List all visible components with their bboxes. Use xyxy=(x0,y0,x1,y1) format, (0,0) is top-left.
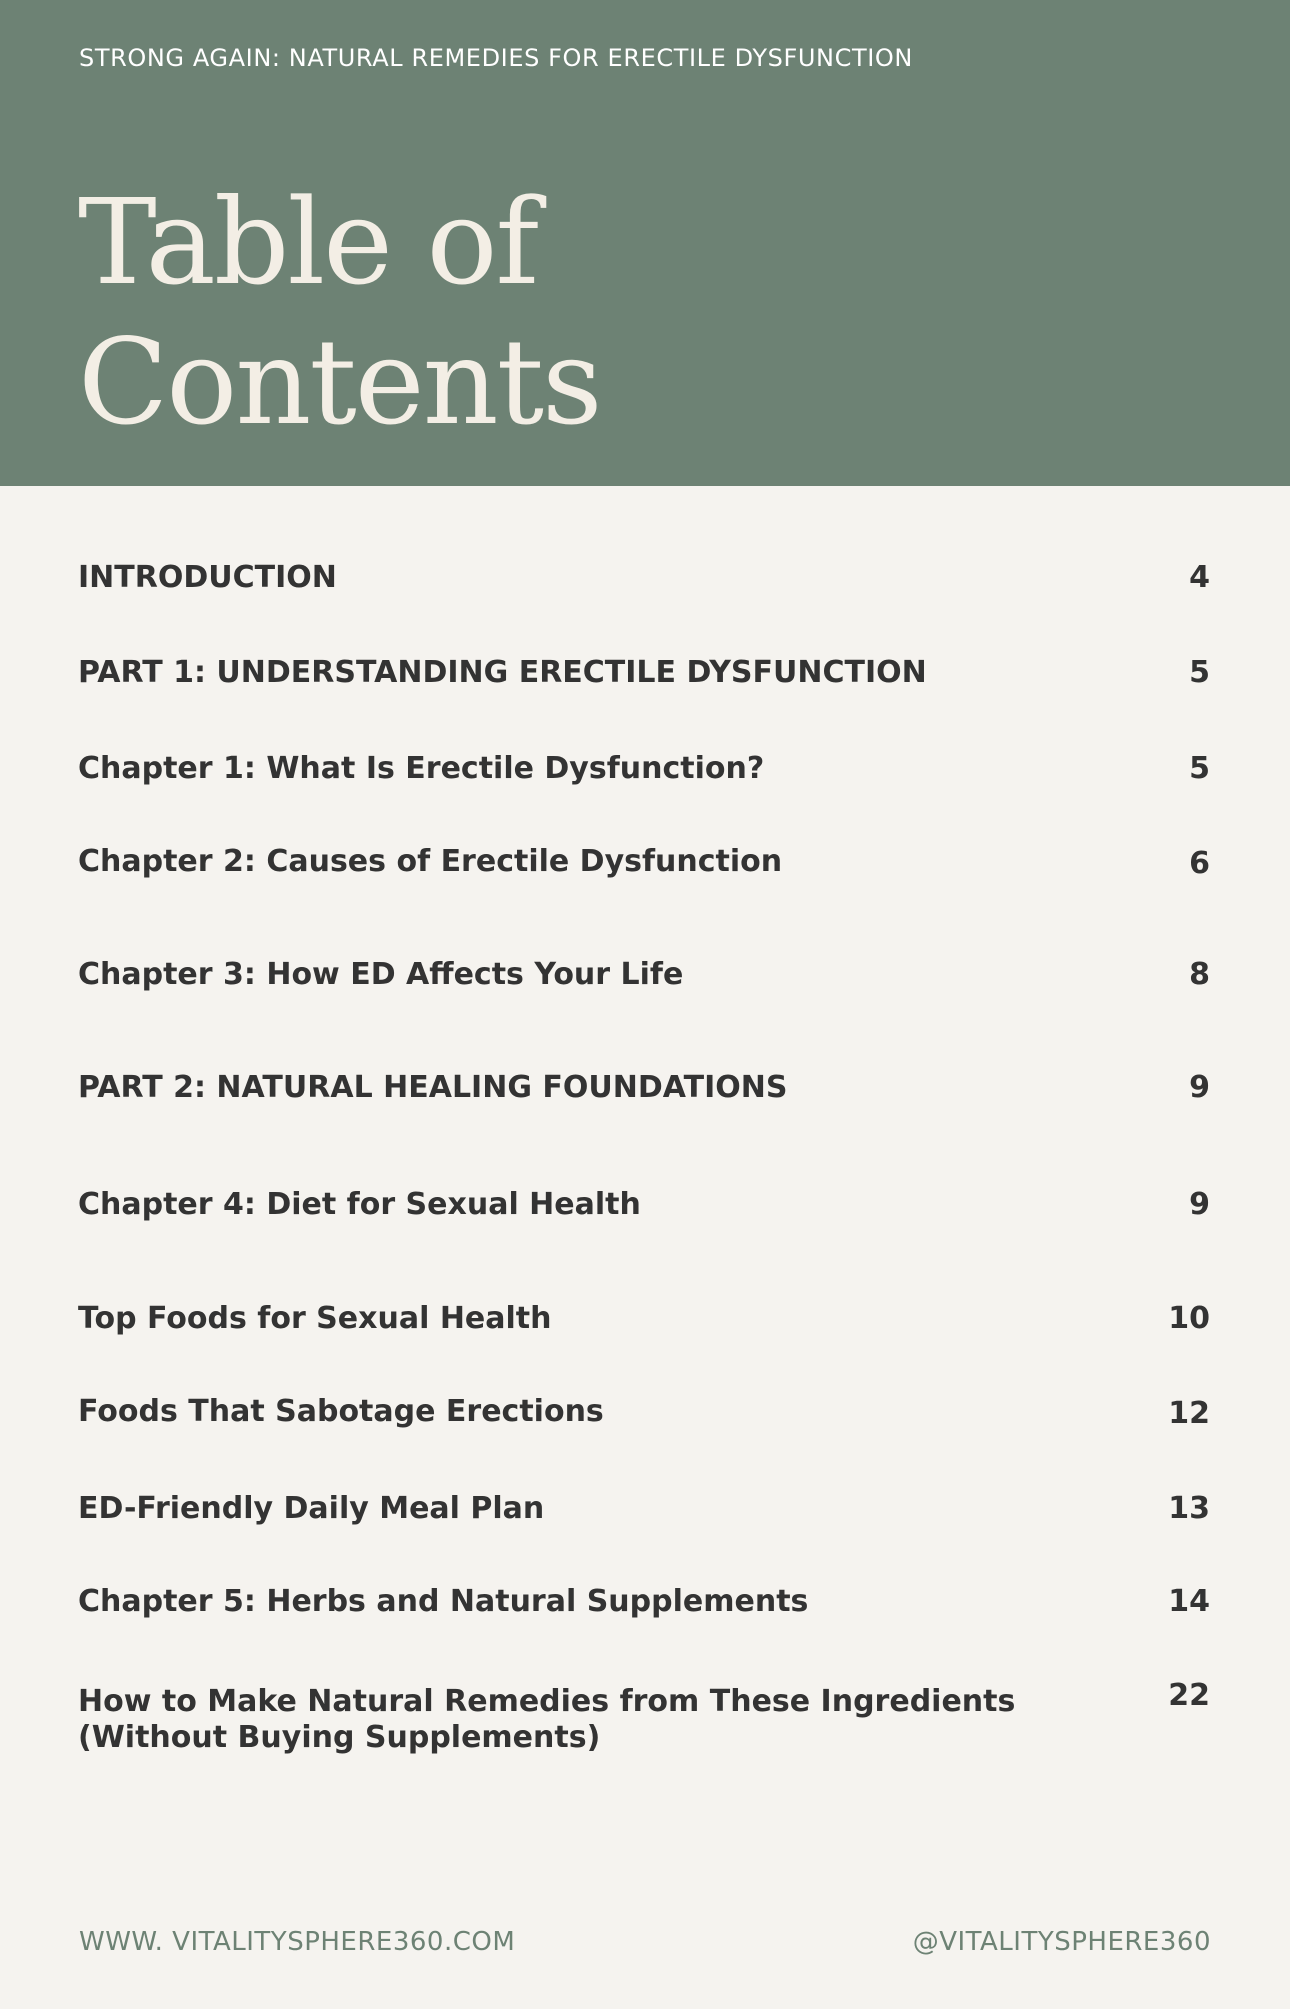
toc-entry-label-line-2: (Without Buying Supplements) xyxy=(78,1720,601,1755)
toc-entry-page: 6 xyxy=(1189,846,1210,881)
toc-entry-label: Chapter 3: How ED Affects Your Life xyxy=(78,957,684,992)
toc-entry-label: Top Foods for Sexual Health xyxy=(78,1301,552,1336)
toc-entry-page: 10 xyxy=(1168,1301,1210,1336)
toc-entry-label: ED-Friendly Daily Meal Plan xyxy=(78,1491,545,1526)
toc-entry-label: Chapter 4: Diet for Sexual Health xyxy=(78,1187,641,1222)
header-banner xyxy=(0,0,1290,486)
toc-entry-label: INTRODUCTION xyxy=(78,560,337,595)
toc-entry-page: 4 xyxy=(1189,560,1210,595)
toc-entry-label: PART 2: NATURAL HEALING FOUNDATIONS xyxy=(78,1070,788,1105)
toc-entry-page: 22 xyxy=(1168,1678,1210,1713)
page-title-line-1: Table of xyxy=(78,173,538,311)
toc-entry-page: 9 xyxy=(1189,1070,1210,1105)
toc-entry-page: 8 xyxy=(1189,957,1210,992)
page-title xyxy=(78,172,601,452)
toc-entry-label: Chapter 1: What Is Erectile Dysfunction? xyxy=(78,751,765,786)
toc-entry-page: 14 xyxy=(1168,1584,1210,1619)
toc-entry-page: 5 xyxy=(1189,655,1210,690)
toc-entry-page: 5 xyxy=(1189,751,1210,786)
toc-entry-label: How to Make Natural Remedies from These Ingredients xyxy=(78,1684,1016,1719)
toc-entry-label: Foods That Sabotage Erections xyxy=(78,1394,604,1429)
page-title-line-2: Contents xyxy=(78,313,601,451)
social-handle[interactable]: @VITALITYSPHERE360 xyxy=(912,1927,1211,1957)
website-link[interactable]: WWW. VITALITYSPHERE360.COM xyxy=(79,1927,516,1957)
toc-entry-label: Chapter 2: Causes of Erectile Dysfunction xyxy=(78,844,783,879)
toc-entry-page: 13 xyxy=(1168,1491,1210,1526)
book-title-kicker: STRONG AGAIN: NATURAL REMEDIES FOR ERECTILE DYSFUNCTION xyxy=(79,44,913,72)
toc-entry-page: 12 xyxy=(1168,1396,1210,1431)
toc-entry-label: Chapter 5: Herbs and Natural Supplements xyxy=(78,1584,809,1619)
toc-entry-label: PART 1: UNDERSTANDING ERECTILE DYSFUNCTION xyxy=(78,655,927,690)
toc-entry-page: 9 xyxy=(1189,1187,1210,1222)
